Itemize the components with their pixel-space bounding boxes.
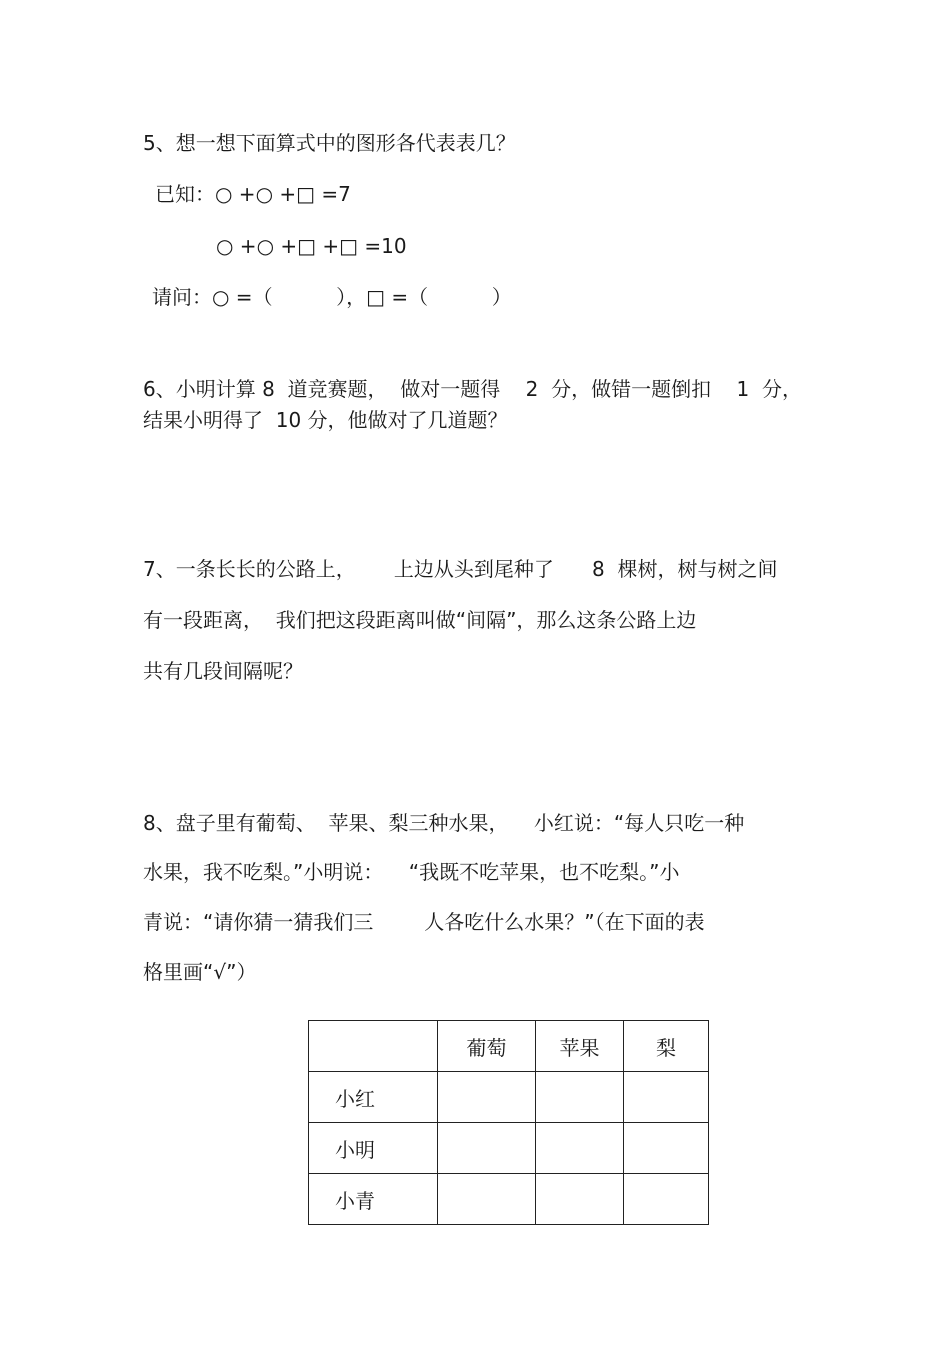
q5-equation-2: ○ +○ +□ +□ =10 xyxy=(216,234,407,258)
table-row xyxy=(309,1174,709,1225)
row-label-xiaoming: 小明 xyxy=(309,1123,438,1174)
table-header-corner xyxy=(309,1021,438,1072)
answer-cell[interactable] xyxy=(536,1072,624,1123)
answer-cell[interactable] xyxy=(438,1174,536,1225)
q8-line-4: 格里画“√”） xyxy=(143,960,257,984)
q5-known-line xyxy=(155,181,351,207)
table-header-pear: 梨 xyxy=(624,1021,709,1072)
q5-ask: 请问：○ =（ ），□ =（ ） xyxy=(152,285,512,309)
table-row xyxy=(309,1072,709,1123)
answer-cell[interactable] xyxy=(624,1174,709,1225)
fruit-answer-table xyxy=(308,1020,709,1225)
row-label-xiaohong: 小红 xyxy=(309,1072,438,1123)
q8-line-2: 水果，我不吃梨。”小明说： “我既不吃苹果，也不吃梨。”小 xyxy=(143,860,680,884)
row-label-xiaoqing: 小青 xyxy=(309,1174,438,1225)
q8-line-1: 8、盘子里有葡萄、 苹果、梨三种水果， 小红说：“每人只吃一种 xyxy=(143,811,745,835)
q7-line-3: 共有几段间隔呢？ xyxy=(143,659,303,683)
answer-cell[interactable] xyxy=(624,1123,709,1174)
answer-cell[interactable] xyxy=(536,1174,624,1225)
answer-cell[interactable] xyxy=(624,1072,709,1123)
answer-cell[interactable] xyxy=(536,1123,624,1174)
q5-known-prefix: 已知： xyxy=(155,182,215,206)
table-row xyxy=(309,1123,709,1174)
q7-line-2: 有一段距离， 我们把这段距离叫做“间隔”，那么这条公路上边 xyxy=(143,608,697,632)
q5-equation-1: ○ +○ +□ =7 xyxy=(215,182,351,206)
q7-line-1: 7、一条长长的公路上， 上边从头到尾种了 8 棵树，树与树之间 xyxy=(143,557,778,581)
q6-line-1: 6、小明计算 8 道竞赛题， 做对一题得 2 分，做错一题倒扣 1 分， xyxy=(143,377,802,401)
answer-cell[interactable] xyxy=(438,1123,536,1174)
table-header-grape: 葡萄 xyxy=(438,1021,536,1072)
answer-cell[interactable] xyxy=(438,1072,536,1123)
q5-title: 5、想一想下面算式中的图形各代表表几？ xyxy=(143,131,516,155)
q6-line-2: 结果小明得了 10 分，他做对了几道题？ xyxy=(143,408,508,432)
table-header-apple: 苹果 xyxy=(536,1021,624,1072)
q8-line-3: 青说：“请你猜一猜我们三 人各吃什么水果？”（在下面的表 xyxy=(143,910,705,934)
table-header-row xyxy=(309,1021,709,1072)
